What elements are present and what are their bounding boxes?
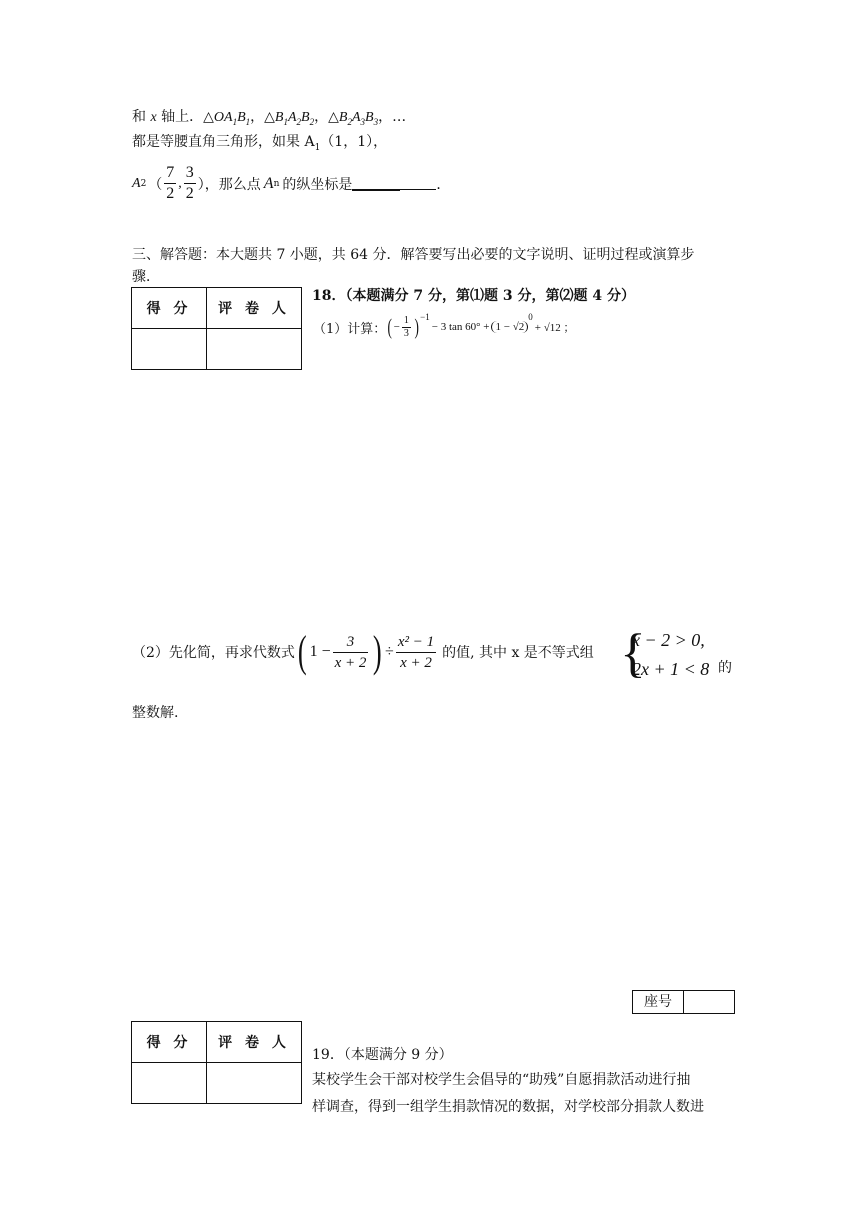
a2-end: ．	[436, 176, 451, 193]
score-cell-2[interactable]	[132, 1063, 207, 1104]
grader-header-2: 评 卷 人	[207, 1022, 302, 1063]
p2-div: ÷	[385, 643, 394, 660]
q19-line2: 样调查，得到一组学生捐款情况的数据，对学校部分捐款人数进	[312, 1099, 704, 1115]
p2-text: 的值, 其中 x 是不等式组	[442, 645, 594, 661]
p2-de: 的	[718, 660, 732, 676]
frac-7-2: $\frac{7}{2}$	[166, 164, 175, 202]
seat-box	[632, 990, 735, 1014]
q18-part1	[313, 314, 574, 340]
p2-paren-close: )	[373, 627, 383, 676]
p1-label: （1）计算：	[313, 321, 387, 337]
p1-paren: 1 − √2	[491, 321, 528, 333]
top-line-1	[132, 106, 406, 127]
q19-line1: 某校学生会干部对校学生会倡导的“助残”自愿捐款活动进行抽	[312, 1072, 691, 1088]
p1-exp0: 0	[528, 312, 533, 322]
q18-part2	[132, 627, 594, 676]
text-axis: 轴上．△	[161, 109, 214, 125]
q18-heading: 18．（本题满分 7 分，第⑴题 3 分，第⑵题 4 分）	[312, 288, 635, 304]
an-tail: 的纵坐标是	[282, 176, 353, 193]
grader-cell[interactable]	[207, 329, 302, 370]
p2-line2: 整数解.	[132, 705, 179, 721]
p2-paren-open: (	[297, 627, 307, 676]
frac-3-2: $\frac{3}{2}$	[185, 164, 194, 202]
grader-header: 评 卷 人	[207, 288, 302, 329]
sep-1: ，△	[250, 109, 275, 125]
ellipsis: ，…	[378, 109, 407, 125]
p1-minus: −	[393, 321, 400, 333]
score-table-2	[131, 1021, 302, 1104]
seat-label: 座号	[633, 991, 684, 1013]
p2-ineq1: x − 2 > 0,	[632, 630, 705, 650]
score-header-2: 得 分	[132, 1022, 207, 1063]
line2-sub: 1	[314, 142, 321, 153]
section-title-line2: 骤．	[132, 269, 160, 285]
paren-close: )	[414, 314, 419, 339]
score-table-1	[131, 287, 302, 370]
an-sub: n	[273, 178, 280, 189]
top-line-3	[132, 163, 450, 204]
p1-mid: − 3 tan 60° +	[431, 321, 490, 333]
grader-cell-2[interactable]	[207, 1063, 302, 1104]
var-x: x	[150, 110, 157, 125]
p2-frac2: $\frac{\text{x² − 1}}{x + 2}$	[397, 633, 435, 671]
score-header: 得 分	[132, 288, 207, 329]
p2-label: （2）先化简，再求代数式	[132, 645, 295, 661]
section-title-line1: 三、解答题：本大题共 7 小题，共 64 分．解答要写出必要的文字说明、证明过程或演算步	[132, 247, 695, 263]
a2-close: ），那么点	[197, 176, 261, 193]
top-line-2	[132, 131, 387, 153]
an-label: A	[263, 174, 274, 192]
seat-input[interactable]	[684, 991, 734, 1013]
text-prefix: 和	[132, 109, 146, 125]
p2-frac1: $\frac{3}{x + 2}$	[334, 633, 367, 671]
answer-blank-ext	[400, 177, 436, 190]
p2-one: 1 −	[309, 643, 331, 660]
answer-blank[interactable]	[352, 177, 400, 191]
p2-brace: {	[620, 623, 646, 683]
line2-tail: （1，1），	[320, 134, 388, 150]
a2-label: A	[132, 175, 141, 191]
p2-ineq2: 2x + 1 < 8	[632, 659, 710, 679]
triangle-2: $B_1A_2B_2$	[274, 110, 315, 127]
triangle-3: $B_2A_3B_3$	[338, 110, 379, 127]
paren-open: (	[387, 314, 393, 339]
p1-exp: −1	[420, 312, 430, 322]
q19-heading: 19．（本题满分 9 分）	[312, 1047, 453, 1063]
p1-tail: + √12 ；	[534, 322, 575, 334]
a2-open: （	[148, 176, 163, 193]
score-cell[interactable]	[132, 329, 207, 370]
line2-text: 都是等腰直角三角形，如果 A	[132, 134, 315, 150]
triangle-1: $OA_1B_1$	[213, 110, 251, 127]
sep-2: ，△	[314, 109, 339, 125]
p1-frac: $\frac{1}{3}$	[403, 314, 409, 339]
a2-sub: 2	[140, 178, 147, 189]
a2-comma: ,	[178, 175, 182, 191]
